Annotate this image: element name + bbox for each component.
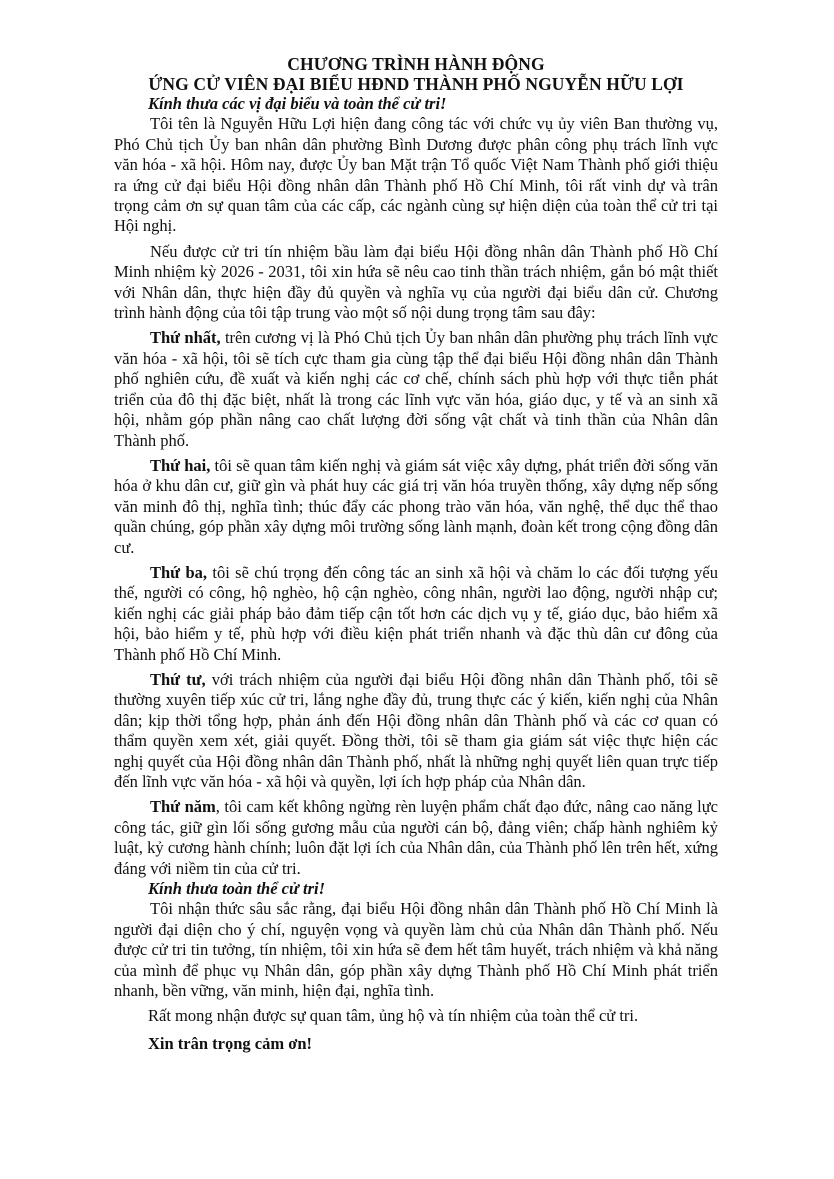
point-paragraph-3	[114, 563, 718, 665]
point-text: với trách nhiệm của người đại biểu Hội đồng nhân dân Thành phố, tôi sẽ thường xuyên tiếp xúc cử tri, lắng nghe đầy đủ, trung thực các ý kiến, kiến nghị của Nhân dân; kịp thời tổng hợp, phản ánh đến Hội đồng nhân dân Thành phố và các cơ quan có thẩm quyền xem xét, giải quyết. Đồng thời, tôi sẽ tham gia giám sát việc thực hiện các nghị quyết của Hội đồng nhân dân Thành phố, nhất là những nghị quyết liên quan trực tiếp đến lĩnh vực văn hóa - xã hội và quyền, lợi ích hợp pháp của Nhân dân.	[114, 669, 718, 791]
point-text: , tôi cam kết không ngừng rèn luyện phẩm chất đạo đức, nâng cao năng lực công tác, giữ gìn lối sống gương mẫu của người cán bộ, đảng viên; chấp hành nghiêm kỷ luật, kỷ cương hành chính; luôn đặt lợi ích của Nhân dân, của Thành phố lên trên hết, xứng đáng với niềm tin của cử tri.	[114, 797, 718, 878]
point-lead: Thứ nhất,	[150, 328, 221, 348]
document-title-line-1: CHƯƠNG TRÌNH HÀNH ĐỘNG	[287, 54, 545, 74]
point-lead: Thứ ba,	[150, 562, 207, 582]
intro-paragraph: Tôi tên là Nguyễn Hữu Lợi hiện đang công tác với chức vụ ủy viên Ban thường vụ, Phó Chủ tịch Ủy ban nhân dân phường Bình Dương được phân công phụ trách lĩnh vực văn hóa - xã hội. Hôm nay, được Ủy ban Mặt trận Tổ quốc Việt Nam Thành phố giới thiệu ra ứng cử đại biểu Hội đồng nhân dân Thành phố Hồ Chí Minh, tôi rất vinh dự và trân trọng cảm ơn sự quan tâm của các cấp, các ngành cùng sự hiện diện của toàn thể cử tri tại Hội nghị.	[114, 114, 718, 236]
point-text: tôi sẽ chú trọng đến công tác an sinh xã hội và chăm lo các đối tượng yếu thế, người có công, hộ nghèo, hộ cận nghèo, công nhân, người lao động, người nhập cư; kiến nghị các giải pháp bảo đảm tiếp cận tốt hơn các dịch vụ y tế, giáo dục, bảo hiểm xã hội, bảo hiểm y tế, phù hợp với điều kiện phát triển nhanh và đặc thù dân cư đông của Thành phố Hồ Chí Minh.	[114, 562, 718, 664]
greeting: Kính thưa các vị đại biểu và toàn thể cử tri!	[148, 94, 447, 113]
point-paragraph-5	[114, 797, 718, 879]
request-line: Rất mong nhận được sự quan tâm, ủng hộ và tín nhiệm của toàn thể cử tri.	[148, 1006, 639, 1026]
point-text: trên cương vị là Phó Chủ tịch Ủy ban nhân dân phường phụ trách lĩnh vực văn hóa - xã hội, tôi sẽ tích cực tham gia cùng tập thể đại biểu Hội đồng nhân dân Thành phố nghiên cứu, đề xuất và kiến nghị các cơ chế, chính sách phù hợp với thực tiễn phát triển của đô thị đặc biệt, nhất là trong các lĩnh vực văn hóa, giáo dục, y tế và an sinh xã hội, nhằm góp phần nâng cao chất lượng đời sống vật chất và tinh thần của Nhân dân Thành phố.	[114, 328, 718, 450]
commitment-paragraph: Nếu được cử tri tín nhiệm bầu làm đại biểu Hội đồng nhân dân Thành phố Hồ Chí Minh nhiệm kỳ 2026 - 2031, tôi xin hứa sẽ nêu cao tinh thần trách nhiệm, gắn bó mật thiết với Nhân dân, thực hiện đầy đủ quyền và nghĩa vụ của người đại biểu dân cử. Chương trình hành động của tôi tập trung vào một số nội dung trọng tâm sau đây:	[114, 241, 718, 323]
point-paragraph-4	[114, 670, 718, 792]
point-lead: Thứ năm	[150, 797, 216, 817]
point-text: tôi sẽ quan tâm kiến nghị và giám sát việc xây dựng, phát triển đời sống văn hóa ở khu dân cư, giữ gìn và phát huy các giá trị văn hóa truyền thống, xây dựng nếp sống văn minh đô thị, nghĩa tình; thúc đẩy các phong trào văn hóa, văn nghệ, thể dục thể thao quần chúng, góp phần xây dựng môi trường sống lành mạnh, đoàn kết trong cộng đồng dân cư.	[114, 455, 718, 557]
point-paragraph-2	[114, 456, 718, 558]
point-lead: Thứ hai,	[150, 455, 211, 475]
point-lead: Thứ tư,	[150, 669, 206, 689]
document-title-line-2: ỨNG CỬ VIÊN ĐẠI BIỂU HĐND THÀNH PHỐ NGUYỄN HỮU LỢI	[148, 74, 684, 94]
point-paragraph-1	[114, 328, 718, 450]
conclusion-paragraph: Tôi nhận thức sâu sắc rằng, đại biểu Hội đồng nhân dân Thành phố Hồ Chí Minh là người đại diện cho ý chí, nguyện vọng và quyền làm chủ của Nhân dân Thành phố. Nếu được cử tri tin tưởng, tín nhiệm, tôi xin hứa sẽ đem hết tâm huyết, trách nhiệm và khả năng của mình để phục vụ Nhân dân, góp phần xây dựng Thành phố Hồ Chí Minh phát triển nhanh, bền vững, văn minh, hiện đại, nghĩa tình.	[114, 899, 718, 1001]
thanks-line: Xin trân trọng cảm ơn!	[148, 1033, 313, 1053]
second-greeting: Kính thưa toàn thể cử tri!	[148, 879, 326, 899]
